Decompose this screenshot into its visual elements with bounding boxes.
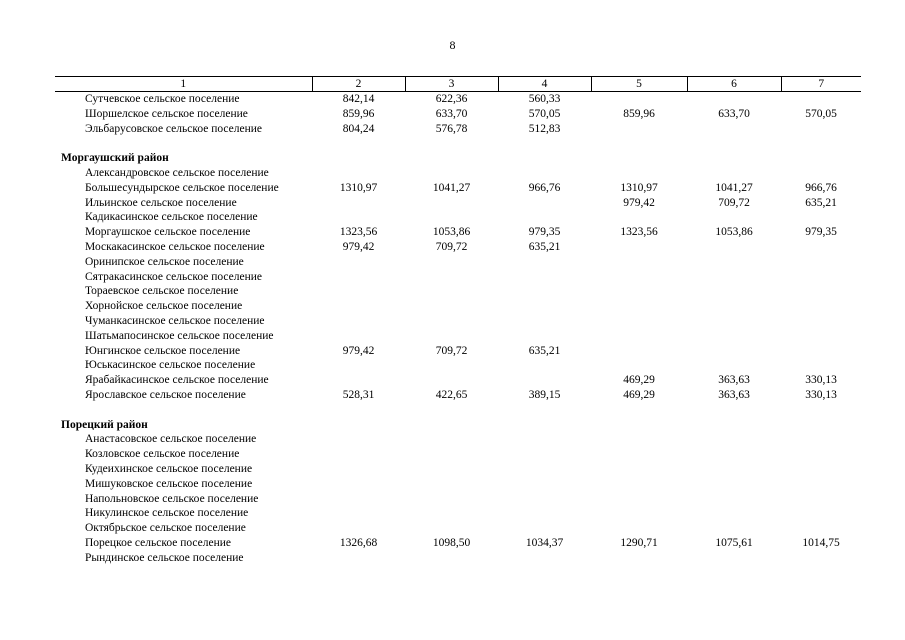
value-cell-col-6 [687,92,781,107]
value-cell-col-4: 1034,37 [525,536,564,549]
value-cell-col-2 [312,166,405,181]
value-cell-col-6 [687,477,781,492]
value-cell-col-3 [405,477,498,492]
value-cell-col-4 [498,270,591,285]
value-cell-col-5: 1310,97 [620,181,658,194]
settlement-name: Никулинское сельское поселение [85,507,249,520]
value-cell-col-3: 1053,86 [432,226,471,239]
value-cell-col-7 [781,551,861,566]
value-cell-col-4 [498,255,591,270]
table-row [55,314,861,329]
value-cell-col-6 [687,447,781,462]
value-cell-col-5 [591,521,687,536]
value-cell-col-4 [498,447,591,462]
value-cell-col-5 [591,506,687,521]
value-cell-col-5 [591,314,687,329]
value-cell-col-6 [687,492,781,507]
table-row [55,270,861,285]
table-row [55,477,861,492]
value-cell-col-5 [591,447,687,462]
settlement-name: Шоршелское сельское поселение [85,107,248,120]
table-row [55,196,861,211]
table-row [55,92,861,107]
table-row [55,536,861,551]
value-cell-col-4 [498,196,591,211]
value-cell-col-7 [781,92,861,107]
header-col-6: 6 [687,77,781,92]
settlement-name: Напольновское сельское поселение [85,492,259,505]
value-cell-col-2 [312,506,405,521]
value-cell-col-5 [591,329,687,344]
value-cell-col-3 [405,462,498,477]
value-cell-col-2: 1326,68 [339,536,378,549]
value-cell-col-3: 709,72 [435,344,468,357]
value-cell-col-6: 363,63 [718,374,750,387]
value-cell-col-5: 1323,56 [620,226,658,239]
table-header [55,77,861,92]
value-cell-col-5 [591,255,687,270]
value-cell-col-6 [687,432,781,447]
settlement-name: Моргаушское сельское поселение [85,226,251,239]
value-cell-col-4: 512,83 [528,122,561,135]
value-cell-col-6 [687,329,781,344]
table-row [55,329,861,344]
value-cell-col-6 [687,551,781,566]
value-cell-col-3 [405,329,498,344]
value-cell-col-5 [591,122,687,137]
value-cell-col-6: 1053,86 [715,226,753,239]
value-cell-col-7 [781,432,861,447]
value-cell-col-5 [591,240,687,255]
settlement-name: Сятракасинское сельское поселение [85,270,262,283]
table-row [55,447,861,462]
settlement-name: Кудеихинское сельское поселение [85,462,253,475]
value-cell-col-7 [781,166,861,181]
value-cell-col-5 [591,492,687,507]
value-cell-col-5 [591,344,687,359]
header-row [55,77,861,92]
value-cell-col-4 [498,358,591,373]
value-cell-col-6: 1041,27 [715,181,753,194]
value-cell-col-5 [591,166,687,181]
table-row [55,284,861,299]
table-row [55,521,861,536]
value-cell-col-3: 422,65 [435,388,468,401]
value-cell-col-6: 709,72 [718,196,750,209]
value-cell-col-2 [312,314,405,329]
table-row [55,299,861,314]
value-cell-col-2 [312,299,405,314]
value-cell-col-4 [498,462,591,477]
value-cell-col-3: 1041,27 [432,181,471,194]
settlement-name: Ярабайкасинское сельское поселение [85,374,269,387]
spacer-row [55,403,861,418]
value-cell-col-5: 859,96 [623,107,655,120]
settlement-name: Чуманкасинское сельское поселение [85,314,265,327]
settlement-name: Ильинское сельское поселение [85,196,237,209]
value-cell-col-4 [498,506,591,521]
value-cell-col-4 [498,210,591,225]
value-cell-col-7 [781,462,861,477]
value-cell-col-5 [591,284,687,299]
value-cell-col-2: 804,24 [342,122,375,135]
value-cell-col-5 [591,358,687,373]
value-cell-col-6 [687,284,781,299]
value-cell-col-2 [312,551,405,566]
value-cell-col-5 [591,210,687,225]
value-cell-col-7: 635,21 [805,196,837,209]
header-col-5: 5 [591,77,687,92]
value-cell-col-4: 570,05 [528,107,561,120]
value-cell-col-2 [312,210,405,225]
value-cell-col-2 [312,329,405,344]
value-cell-col-2: 528,31 [342,388,375,401]
value-cell-col-5: 1290,71 [620,536,658,549]
table-row [55,462,861,477]
settlement-name: Сутчевское сельское поселение [85,93,240,105]
value-cell-col-6 [687,314,781,329]
value-cell-col-7: 570,05 [805,107,837,120]
table-row [55,255,861,270]
settlement-name: Мишуковское сельское поселение [85,477,253,490]
spacer-cell [55,403,861,418]
value-cell-col-3 [405,432,498,447]
table-row [55,344,861,359]
value-cell-col-7 [781,314,861,329]
table-row [55,225,861,240]
value-cell-col-6 [687,240,781,255]
value-cell-col-4: 560,33 [528,93,561,105]
value-cell-col-2 [312,492,405,507]
value-cell-col-5: 979,42 [623,196,655,209]
value-cell-col-4 [498,299,591,314]
value-cell-col-7 [781,255,861,270]
value-cell-col-4 [498,551,591,566]
value-cell-col-2 [312,255,405,270]
value-cell-col-4 [498,477,591,492]
value-cell-col-3 [405,551,498,566]
value-cell-col-6 [687,122,781,137]
value-cell-col-2: 1310,97 [339,181,378,194]
district-heading: Порецкий район [61,418,148,431]
value-cell-col-3 [405,447,498,462]
value-cell-col-3 [405,373,498,388]
page-number: 8 [449,38,456,52]
value-cell-col-7: 330,13 [805,388,837,401]
value-cell-col-7: 966,76 [805,181,837,194]
value-cell-col-3 [405,492,498,507]
value-cell-col-6: 633,70 [718,107,750,120]
settlement-name: Шатьмапосинское сельское поселение [85,329,274,342]
settlement-name: Анастасовское сельское поселение [85,433,257,446]
value-cell-col-2 [312,284,405,299]
value-cell-col-5 [591,299,687,314]
value-cell-col-3 [405,521,498,536]
value-cell-col-4 [498,166,591,181]
value-cell-col-3 [405,284,498,299]
value-cell-col-7 [781,506,861,521]
table-row [55,181,861,196]
value-cell-col-7 [781,521,861,536]
value-cell-col-6 [687,462,781,477]
value-cell-col-5: 469,29 [623,374,655,387]
value-cell-col-7: 979,35 [805,226,837,239]
value-cell-col-6 [687,299,781,314]
value-cell-col-7 [781,240,861,255]
settlement-name: Октябрьское сельское поселение [85,522,246,535]
value-cell-col-5 [591,432,687,447]
value-cell-col-2 [312,477,405,492]
table-row [55,492,861,507]
value-cell-col-4 [498,521,591,536]
value-cell-col-2 [312,270,405,285]
value-cell-col-3 [405,196,498,211]
table-row [55,506,861,521]
value-cell-col-5 [591,462,687,477]
value-cell-col-5: 469,29 [623,388,655,401]
value-cell-col-4 [498,329,591,344]
value-cell-col-7: 330,13 [805,374,837,387]
value-cell-col-2: 859,96 [342,107,375,120]
value-cell-col-7: 1014,75 [802,536,840,549]
value-cell-col-4: 979,35 [528,226,561,239]
value-cell-col-2: 979,42 [342,344,375,357]
value-cell-col-2: 979,42 [342,240,375,253]
value-cell-col-6: 1075,61 [715,536,753,549]
table-row [55,122,861,137]
value-cell-col-3: 633,70 [435,107,468,120]
settlement-name: Юськасинское сельское поселение [85,359,256,372]
value-cell-col-2 [312,432,405,447]
value-cell-col-3 [405,210,498,225]
value-cell-col-5 [591,270,687,285]
spacer-cell [55,136,861,151]
value-cell-col-6 [687,506,781,521]
value-cell-col-7 [781,270,861,285]
settlement-name: Эльбарусовское сельское поселение [85,122,263,135]
settlement-name: Хорнойское сельское поселение [85,300,243,313]
header-col-7: 7 [781,77,861,92]
settlement-name: Москакасинское сельское поселение [85,240,265,253]
value-cell-col-3 [405,506,498,521]
settlement-name: Рындинское сельское поселение [85,551,244,564]
value-cell-col-6: 363,63 [718,388,750,401]
value-cell-col-6 [687,344,781,359]
header-col-4: 4 [498,77,591,92]
table-row [55,388,861,403]
value-cell-col-3: 1098,50 [432,536,471,549]
value-cell-col-7 [781,299,861,314]
value-cell-col-4: 635,21 [528,240,561,253]
settlement-name: Кадикасинское сельское поселение [85,211,258,224]
value-cell-col-6 [687,521,781,536]
value-cell-col-3 [405,270,498,285]
settlement-name: Оринипское сельское поселение [85,255,244,268]
table-row [55,551,861,566]
value-cell-col-2 [312,462,405,477]
table-body [55,92,861,566]
value-cell-col-3: 622,36 [435,93,468,105]
header-col-1: 1 [55,77,312,92]
value-cell-col-6 [687,210,781,225]
value-cell-col-6 [687,166,781,181]
value-cell-col-6 [687,270,781,285]
settlement-name: Козловское сельское поселение [85,448,240,461]
value-cell-col-7 [781,344,861,359]
district-heading-row [55,151,861,166]
value-cell-col-4 [498,314,591,329]
value-cell-col-5 [591,551,687,566]
settlements-table [55,76,861,566]
settlement-name: Большесундырское сельское поселение [85,181,279,194]
settlement-name: Тораевское сельское поселение [85,285,239,298]
value-cell-col-3 [405,314,498,329]
value-cell-col-6 [687,255,781,270]
value-cell-col-2 [312,447,405,462]
value-cell-col-4: 635,21 [528,344,561,357]
value-cell-col-7 [781,210,861,225]
value-cell-col-7 [781,358,861,373]
value-cell-col-3 [405,299,498,314]
district-heading-row [55,418,861,433]
value-cell-col-3 [405,255,498,270]
spacer-row [55,136,861,151]
value-cell-col-7 [781,447,861,462]
value-cell-col-2 [312,358,405,373]
value-cell-col-3: 709,72 [435,240,468,253]
value-cell-col-6 [687,358,781,373]
value-cell-col-4: 389,15 [528,388,561,401]
settlement-name: Порецкое сельское поселение [85,536,232,549]
value-cell-col-2: 1323,56 [339,226,378,239]
table-row [55,107,861,122]
table-row [55,373,861,388]
table-row [55,166,861,181]
value-cell-col-7 [781,284,861,299]
value-cell-col-4 [498,373,591,388]
value-cell-col-4: 966,76 [528,181,561,194]
value-cell-col-2 [312,373,405,388]
value-cell-col-4 [498,492,591,507]
value-cell-col-4 [498,432,591,447]
value-cell-col-3: 576,78 [435,122,468,135]
header-col-3: 3 [405,77,498,92]
value-cell-col-7 [781,492,861,507]
value-cell-col-2 [312,521,405,536]
settlement-name: Юнгинское сельское поселение [85,344,241,357]
settlement-name: Ярославское сельское поселение [85,388,246,401]
table-row [55,432,861,447]
value-cell-col-4 [498,284,591,299]
value-cell-col-5 [591,92,687,107]
table-row [55,210,861,225]
value-cell-col-2 [312,196,405,211]
table-row [55,240,861,255]
table-row [55,358,861,373]
value-cell-col-3 [405,358,498,373]
district-heading: Моргаушский район [61,152,169,165]
value-cell-col-3 [405,166,498,181]
header-col-2: 2 [312,77,405,92]
settlement-name: Александровское сельское поселение [85,166,269,179]
value-cell-col-7 [781,329,861,344]
value-cell-col-2: 842,14 [342,93,375,105]
value-cell-col-7 [781,477,861,492]
value-cell-col-7 [781,122,861,137]
value-cell-col-5 [591,477,687,492]
